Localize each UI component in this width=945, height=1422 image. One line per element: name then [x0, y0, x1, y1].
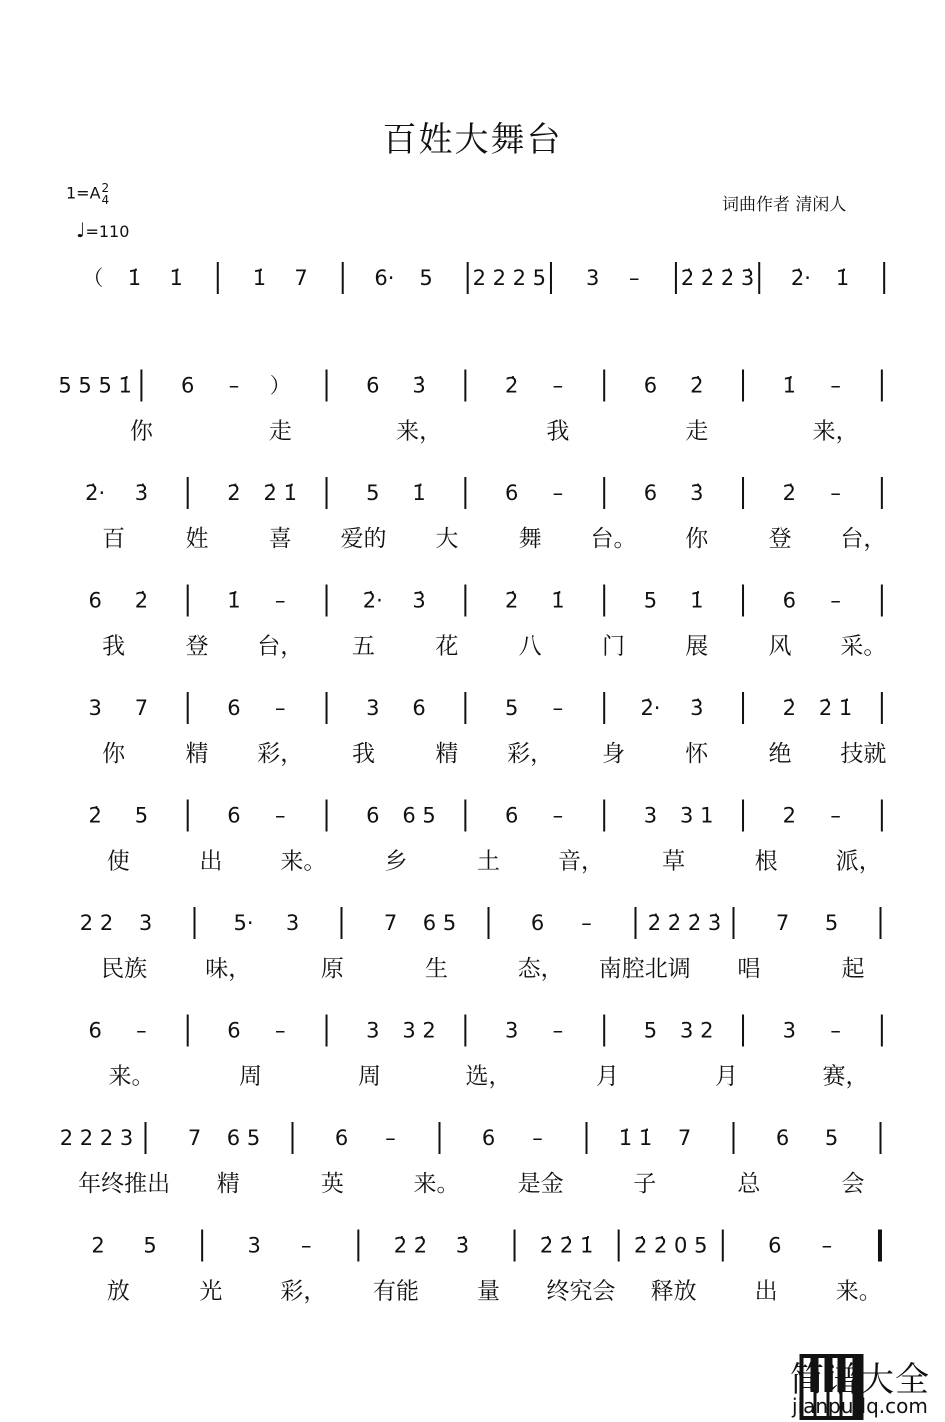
lyric-text: 根	[754, 848, 778, 875]
time-denominator: 4	[101, 193, 110, 207]
lyric-text: 是金	[517, 1171, 564, 1197]
score-note: 1̇ 1̇	[618, 1126, 653, 1150]
score-note: 2	[782, 803, 796, 828]
lyric-text: 土	[477, 848, 500, 875]
lyric-text: 精	[435, 741, 459, 767]
lyric-text: 释放	[650, 1278, 697, 1305]
bar-line	[464, 692, 466, 724]
bar-line	[464, 370, 466, 402]
lyric-text: 台，	[257, 633, 304, 660]
score-note: 5	[134, 803, 149, 828]
score-note: 5 5 5 1̇	[58, 373, 132, 398]
lyric-text: 登	[185, 633, 209, 660]
score-note: 5	[366, 481, 380, 505]
bar-line	[603, 692, 605, 724]
bar-line	[603, 1015, 605, 1047]
site-url: jianpudq.com	[792, 1394, 928, 1418]
lyric-text: 门	[601, 633, 625, 660]
score-note: 3 2	[680, 1018, 714, 1043]
bar-line	[514, 1230, 516, 1262]
score-note: 5	[643, 588, 658, 613]
bar-line	[357, 1230, 359, 1262]
bar-line	[883, 262, 885, 294]
lyric-text: 精	[185, 741, 209, 767]
score-note: 3̇	[134, 481, 149, 505]
score-note: 7	[775, 911, 790, 935]
bar-line	[881, 1015, 883, 1047]
lyric-text: 总	[737, 1171, 761, 1197]
bar-line	[187, 692, 189, 724]
score-note: 1̇	[252, 266, 267, 290]
lyric-text: 走	[268, 418, 292, 445]
score-note: 7	[383, 911, 398, 935]
score-note: –	[552, 696, 564, 720]
time-numerator: 2	[101, 181, 110, 195]
score-note: –	[821, 1233, 833, 1258]
bar-line	[880, 907, 882, 939]
bar-line	[603, 477, 605, 509]
lyric-text: 五	[352, 633, 376, 660]
lyric-text: 放	[106, 1278, 130, 1305]
lyric-text: 生	[424, 956, 448, 982]
bar-line	[758, 262, 760, 294]
score-note: 6·	[374, 266, 395, 290]
bar-line	[603, 370, 605, 402]
lyric-text: 周	[239, 1063, 262, 1090]
score-note: –	[581, 911, 592, 935]
lyric-text: 有能	[372, 1278, 419, 1305]
bar-line	[464, 800, 466, 832]
score-note: 7	[187, 1126, 202, 1150]
lyric-text: 子	[633, 1171, 657, 1197]
score-note: –	[136, 1018, 147, 1043]
score-note: 1̇	[412, 481, 426, 505]
bar-line	[586, 1122, 588, 1154]
lyric-text: 展	[685, 633, 709, 660]
lyric-text: 大	[435, 526, 459, 552]
score-note: 6	[334, 1126, 349, 1150]
score-note: 2	[91, 1233, 105, 1258]
bar-line	[187, 1015, 189, 1047]
bar-line	[618, 1230, 620, 1262]
score-note: 7	[134, 696, 149, 720]
score-note: 5	[504, 696, 519, 720]
bar-line	[742, 477, 744, 509]
score-note: –	[552, 1018, 564, 1043]
score-note: 6	[643, 373, 658, 398]
score-note: 3̇	[690, 696, 704, 720]
score-note: 1̇	[169, 266, 183, 290]
lyric-text: 我	[546, 418, 570, 445]
score-note: 6	[366, 803, 380, 828]
bar-line	[635, 907, 637, 939]
lyric-text: 量	[477, 1278, 500, 1305]
score-note: 3	[88, 696, 102, 720]
score-note: （	[82, 266, 104, 290]
bar-line	[675, 262, 677, 294]
score-note: 1̇	[551, 588, 565, 613]
lyric-text: 使	[106, 848, 130, 875]
bar-line	[194, 907, 196, 939]
score-note: 6	[181, 373, 195, 398]
bar-line	[326, 585, 328, 617]
bar-line	[881, 800, 883, 832]
lyric-text: 赛，	[822, 1063, 869, 1090]
lyric-text: 你	[129, 418, 153, 445]
bar-line	[342, 262, 344, 294]
lyric-text: 花	[435, 633, 459, 660]
bar-line	[464, 1015, 466, 1047]
lyric-text: 我	[102, 633, 126, 660]
score-note: 6 5	[422, 911, 457, 935]
score-note: 5	[824, 1126, 839, 1150]
score-note: 2 2 2 3	[59, 1126, 134, 1150]
score-note: 2̇	[690, 373, 704, 398]
score-note: 2̇ 2̇ 2̇ 3̇	[680, 266, 755, 290]
score-note: 2̇	[782, 696, 796, 720]
score-note: –	[830, 373, 841, 398]
bar-line	[140, 370, 142, 402]
score-note: 3̇	[690, 481, 704, 505]
bar-line	[464, 477, 466, 509]
lyric-text: 月	[715, 1063, 738, 1090]
bar-line	[878, 1230, 882, 1262]
key-label: 1=A	[66, 183, 101, 203]
lyric-text: 来。	[835, 1278, 882, 1305]
bar-line	[881, 585, 883, 617]
lyric-text: 唱	[737, 956, 761, 982]
score-note: 2̇	[504, 588, 519, 613]
score-note: 5	[419, 266, 433, 290]
score-note: 6	[88, 588, 102, 613]
bar-line	[187, 585, 189, 617]
score-note: 1̇	[227, 588, 241, 613]
bar-line	[742, 1015, 744, 1047]
score-note: –	[385, 1126, 396, 1150]
lyric-text: 终究会	[546, 1278, 616, 1305]
score-note: 6	[481, 1126, 496, 1150]
lyric-text: 派，	[835, 848, 882, 875]
bar-line	[464, 585, 466, 617]
lyric-text: 月	[596, 1063, 619, 1090]
score-note: –	[552, 803, 564, 828]
score-note: –	[629, 266, 640, 290]
bar-line	[292, 1122, 294, 1154]
score-note: 7	[677, 1126, 692, 1150]
bar-line	[733, 1122, 735, 1154]
lyric-text: 登	[768, 526, 792, 552]
score-note: 6	[88, 1018, 102, 1043]
lyric-text: 会	[841, 1171, 865, 1197]
score-note: 6	[782, 588, 796, 613]
score-note: 5	[643, 1018, 658, 1043]
score-note: 2̇ 2̇ 0 5	[633, 1233, 708, 1258]
lyric-text: 姓	[185, 526, 209, 552]
score-note: 1̇	[690, 588, 704, 613]
lyric-text: 周	[358, 1063, 381, 1090]
bar-line	[326, 1015, 328, 1047]
score-note: 2̇	[88, 803, 102, 828]
score-note: 2̇	[504, 373, 519, 398]
lyric-text: 彩，	[257, 741, 304, 767]
score-note: ）	[269, 373, 291, 398]
score-note: 3	[285, 911, 300, 935]
score-note: 3 2	[402, 1018, 436, 1043]
score-note: 6	[643, 481, 658, 505]
score-note: –	[552, 481, 564, 505]
score-note: 3	[585, 266, 600, 290]
lyric-text: 来，	[812, 418, 859, 445]
score-note: 2̇ 1̇	[263, 481, 297, 505]
bar-line	[187, 477, 189, 509]
score-note: –	[532, 1126, 543, 1150]
bar-line	[550, 262, 552, 294]
score-note: 5·	[233, 911, 254, 935]
lyric-text: 来。	[280, 848, 327, 875]
bar-line	[881, 692, 883, 724]
score-note: –	[275, 588, 286, 613]
quarter-note-icon: ♩	[76, 218, 86, 242]
score-note: 6	[366, 373, 380, 398]
bar-line	[201, 1230, 203, 1262]
bar-line	[603, 585, 605, 617]
lyric-text: 台。	[590, 526, 637, 552]
author-credit: 词曲作者 清闲人	[722, 195, 847, 215]
score-note: –	[301, 1233, 312, 1258]
bar-line	[488, 907, 490, 939]
song-title: 百姓大舞台	[382, 120, 563, 160]
lyric-text: 精	[216, 1171, 240, 1197]
bar-line	[733, 907, 735, 939]
score-note: –	[228, 373, 240, 398]
score-note: 2̇·	[640, 696, 661, 720]
score-note: 3 1	[680, 803, 714, 828]
score-note: 2̇ 2̇	[393, 1233, 428, 1258]
score-note: –	[830, 481, 841, 505]
bar-line	[187, 800, 189, 832]
lyric-text: 舞	[518, 526, 542, 552]
score-note: –	[830, 1018, 841, 1043]
lyric-text: 爱的	[340, 526, 387, 552]
score-note: 2̇·	[85, 481, 106, 505]
score-note: 3̇	[412, 588, 426, 613]
lyric-text: 起	[841, 956, 865, 982]
bar-line	[880, 1122, 882, 1154]
tempo-value: =110	[85, 222, 130, 241]
score-note: 2̇·	[362, 588, 383, 613]
bar-line	[603, 800, 605, 832]
score-note: 2̇·	[790, 266, 811, 290]
score-note: 3̇	[412, 373, 426, 398]
score-note: 2̇ 2̇ 2̇ 3̇	[647, 911, 722, 935]
lyric-text: 出	[199, 848, 223, 875]
bar-line	[326, 477, 328, 509]
lyric-text: 年终推出	[78, 1171, 171, 1197]
lyric-text: 技就	[840, 741, 887, 767]
bar-line	[881, 370, 883, 402]
score-note: 2̇ 1̇	[818, 696, 853, 720]
lyric-text: 身	[601, 741, 625, 767]
bar-line	[467, 262, 469, 294]
lyric-text: 喜	[268, 526, 292, 552]
bar-line	[145, 1122, 147, 1154]
lyric-text: 选，	[465, 1063, 512, 1090]
lyric-text: 绝	[768, 741, 792, 767]
bar-line	[742, 370, 744, 402]
lyric-text: 英	[320, 1171, 344, 1197]
score-note: –	[830, 803, 841, 828]
lyric-text: 音，	[558, 848, 605, 875]
lyric-text: 草	[662, 848, 686, 875]
score-note: 6	[227, 803, 241, 828]
lyric-text: 乡	[384, 848, 408, 875]
score-note: –	[275, 803, 286, 828]
score-note: 1̇	[835, 266, 850, 290]
lyric-text: 你	[102, 741, 126, 767]
bar-line	[341, 907, 343, 939]
score-note: 2̇	[782, 481, 796, 505]
score-note: 2̇	[227, 481, 241, 505]
bar-line	[722, 1230, 724, 1262]
lyric-text: 来，	[396, 418, 443, 445]
bar-line	[326, 692, 328, 724]
score-note: 7	[294, 266, 308, 290]
score-note: 6	[227, 1018, 241, 1043]
bar-line	[439, 1122, 441, 1154]
score-note: 6 5	[226, 1126, 261, 1150]
score-note: 5	[143, 1233, 157, 1258]
lyric-text: 来。	[108, 1063, 155, 1090]
lyric-text: 彩，	[507, 741, 554, 767]
lyric-text: 态，	[517, 956, 564, 982]
score-note: 2 2 2 5	[472, 266, 547, 290]
lyric-text: 八	[518, 633, 542, 660]
score-note: 3	[366, 1018, 380, 1043]
bar-line	[742, 692, 744, 724]
score-note: 6	[768, 1233, 782, 1258]
score-note: 6	[504, 481, 519, 505]
score-note: 3̇	[455, 1233, 470, 1258]
bar-line	[326, 370, 328, 402]
lyric-text: 原	[320, 956, 344, 982]
score-note: 5	[824, 911, 839, 935]
site-logo-text: 简谱大全	[790, 1360, 930, 1400]
lyric-text: 我	[352, 741, 376, 767]
lyric-text: 味，	[205, 956, 252, 982]
score-note: 3	[782, 1018, 796, 1043]
score-note: 2̇ 2̇ 1̇	[539, 1233, 594, 1258]
score-note: 2 2	[79, 911, 114, 935]
bar-line	[742, 585, 744, 617]
score-note: 6	[504, 803, 519, 828]
score-note: 1̇	[127, 266, 142, 290]
bar-line	[217, 262, 219, 294]
lyric-text: 百	[102, 526, 126, 552]
score-note: 1̇	[782, 373, 796, 398]
bar-line	[326, 800, 328, 832]
lyric-text: 出	[754, 1278, 778, 1305]
bar-line	[881, 477, 883, 509]
lyric-text: 怀	[685, 741, 709, 767]
score-note: 3	[504, 1018, 519, 1043]
bar-line	[742, 800, 744, 832]
score-note: –	[275, 696, 286, 720]
score-note: 6	[775, 1126, 790, 1150]
score-note: 3	[247, 1233, 261, 1258]
score-note: 6	[530, 911, 545, 935]
score-note: 6	[412, 696, 426, 720]
lyric-text: 民族	[101, 956, 148, 982]
score-note: 3	[643, 803, 658, 828]
lyric-text: 台，	[840, 526, 887, 552]
lyric-text: 采。	[840, 633, 887, 660]
lyric-text: 彩，	[280, 1278, 327, 1305]
score-note: 6	[227, 696, 241, 720]
score-note: –	[275, 1018, 286, 1043]
lyric-text: 走	[685, 418, 709, 445]
lyric-text: 光	[199, 1278, 223, 1305]
lyric-text: 风	[768, 633, 792, 660]
lyric-text: 南腔北调	[598, 956, 691, 982]
score-note: 6 5	[402, 803, 436, 828]
lyric-text: 来。	[413, 1171, 460, 1197]
score-note: 2̇	[134, 588, 149, 613]
score-note: –	[552, 373, 564, 398]
lyric-text: 你	[685, 526, 709, 552]
score-note: 3	[138, 911, 153, 935]
score-note: 3	[366, 696, 380, 720]
score-note: –	[830, 588, 841, 613]
